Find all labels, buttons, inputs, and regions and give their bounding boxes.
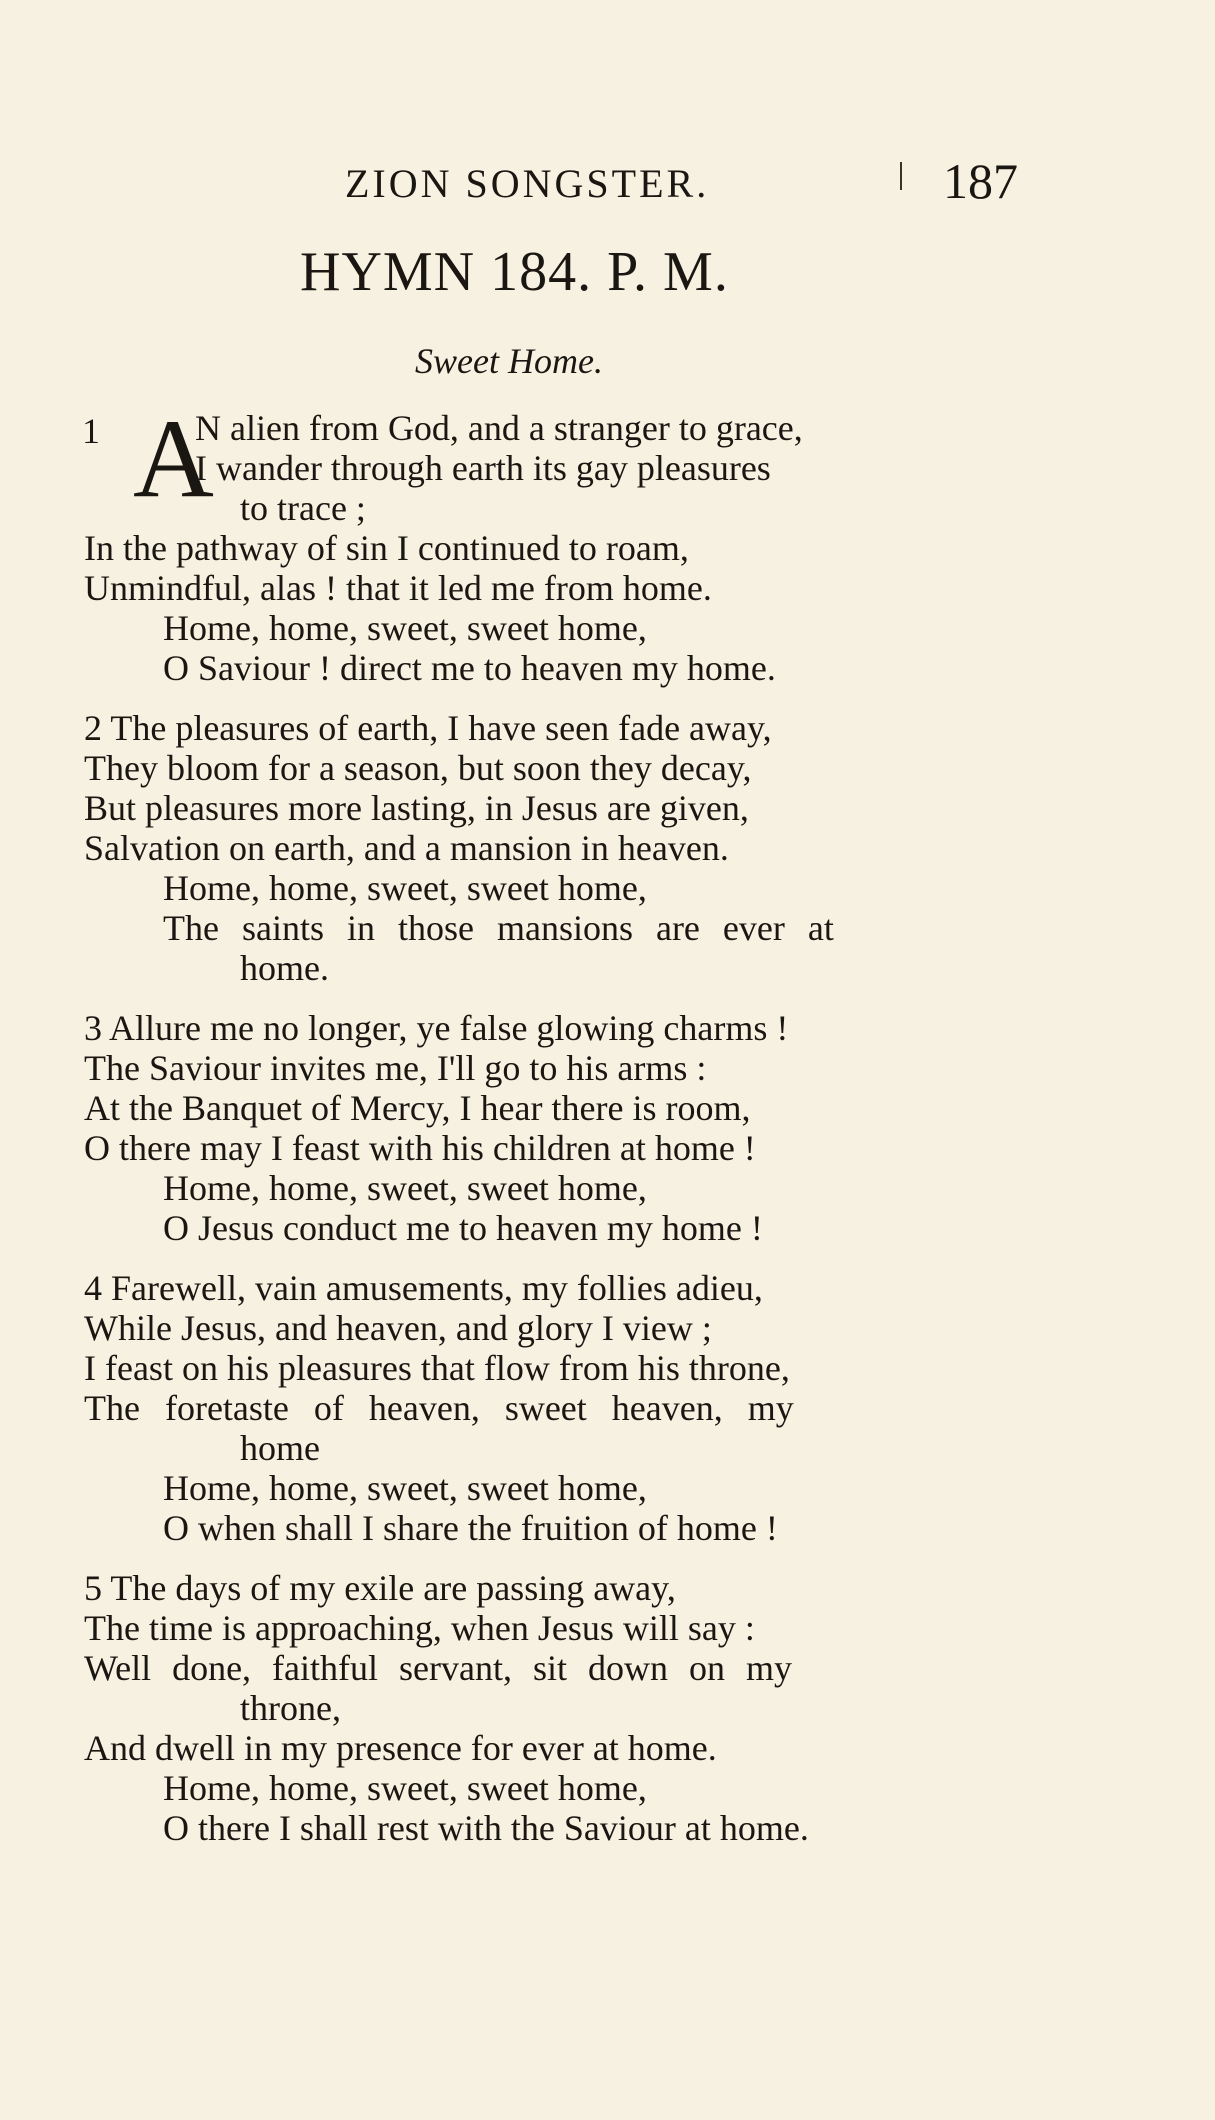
hymn-line: throne, — [240, 1688, 341, 1728]
page-number: 187 — [943, 153, 1018, 209]
hymn-line: to trace ; — [240, 488, 366, 528]
hymn-line: Home, home, sweet, sweet home, — [163, 608, 647, 648]
hymn-line: At the Banquet of Mercy, I hear there is room, — [84, 1088, 751, 1128]
hymn-line: O there I shall rest with the Saviour at home. — [163, 1808, 809, 1848]
hymn-line: The time is approaching, when Jesus will say : — [84, 1608, 755, 1648]
hymn-line: O Saviour ! direct me to heaven my home. — [163, 648, 776, 688]
hymn-line: Home, home, sweet, sweet home, — [163, 1768, 647, 1808]
hymn-line: Well done, faithful servant, sit down on my — [84, 1648, 792, 1688]
hymn-line: 5 The days of my exile are passing away, — [84, 1568, 676, 1608]
hymn-line: Unmindful, alas ! that it led me from home. — [84, 568, 712, 608]
running-title: ZION SONGSTER. — [345, 161, 710, 206]
hymn-line: Salvation on earth, and a mansion in heaven. — [84, 828, 729, 868]
print-mark — [900, 162, 902, 190]
hymn-line: I wander through earth its gay pleasures — [195, 448, 771, 488]
hymn-line: They bloom for a season, but soon they decay, — [84, 748, 752, 788]
hymn-line: home. — [240, 948, 329, 988]
hymn-line: I feast on his pleasures that flow from his throne, — [84, 1348, 790, 1388]
hymn-line: Home, home, sweet, sweet home, — [163, 868, 647, 908]
hymn-line: N alien from God, and a stranger to grace, — [195, 408, 803, 448]
hymn-line: While Jesus, and heaven, and glory I view ; — [84, 1308, 712, 1348]
hymn-line: Home, home, sweet, sweet home, — [163, 1468, 647, 1508]
hymn-line: O there may I feast with his children at home ! — [84, 1128, 756, 1168]
hymn-line: The Saviour invites me, I'll go to his arms : — [84, 1048, 707, 1088]
hymn-line: But pleasures more lasting, in Jesus are given, — [84, 788, 749, 828]
hymn-line: In the pathway of sin I continued to roam, — [84, 528, 689, 568]
hymn-line: The saints in those mansions are ever at — [163, 908, 834, 948]
hymn-line: Home, home, sweet, sweet home, — [163, 1168, 647, 1208]
hymn-line: 4 Farewell, vain amusements, my follies adieu, — [84, 1268, 763, 1308]
hymn-line: 3 Allure me no longer, ye false glowing charms ! — [84, 1008, 789, 1048]
hymn-title: HYMN 184. P. M. — [300, 241, 729, 303]
hymn-line: 2 The pleasures of earth, I have seen fade away, — [84, 708, 772, 748]
hymn-line: O when shall I share the fruition of home ! — [163, 1508, 778, 1548]
tune-name: Sweet Home. — [415, 341, 603, 381]
hymn-line: And dwell in my presence for ever at home. — [84, 1728, 717, 1768]
hymn-line: home — [240, 1428, 320, 1468]
hymn-line: O Jesus conduct me to heaven my home ! — [163, 1208, 763, 1248]
stanza-number: 1 — [82, 411, 100, 451]
hymn-line: The foretaste of heaven, sweet heaven, my — [84, 1388, 794, 1428]
drop-cap: A — [133, 397, 214, 521]
